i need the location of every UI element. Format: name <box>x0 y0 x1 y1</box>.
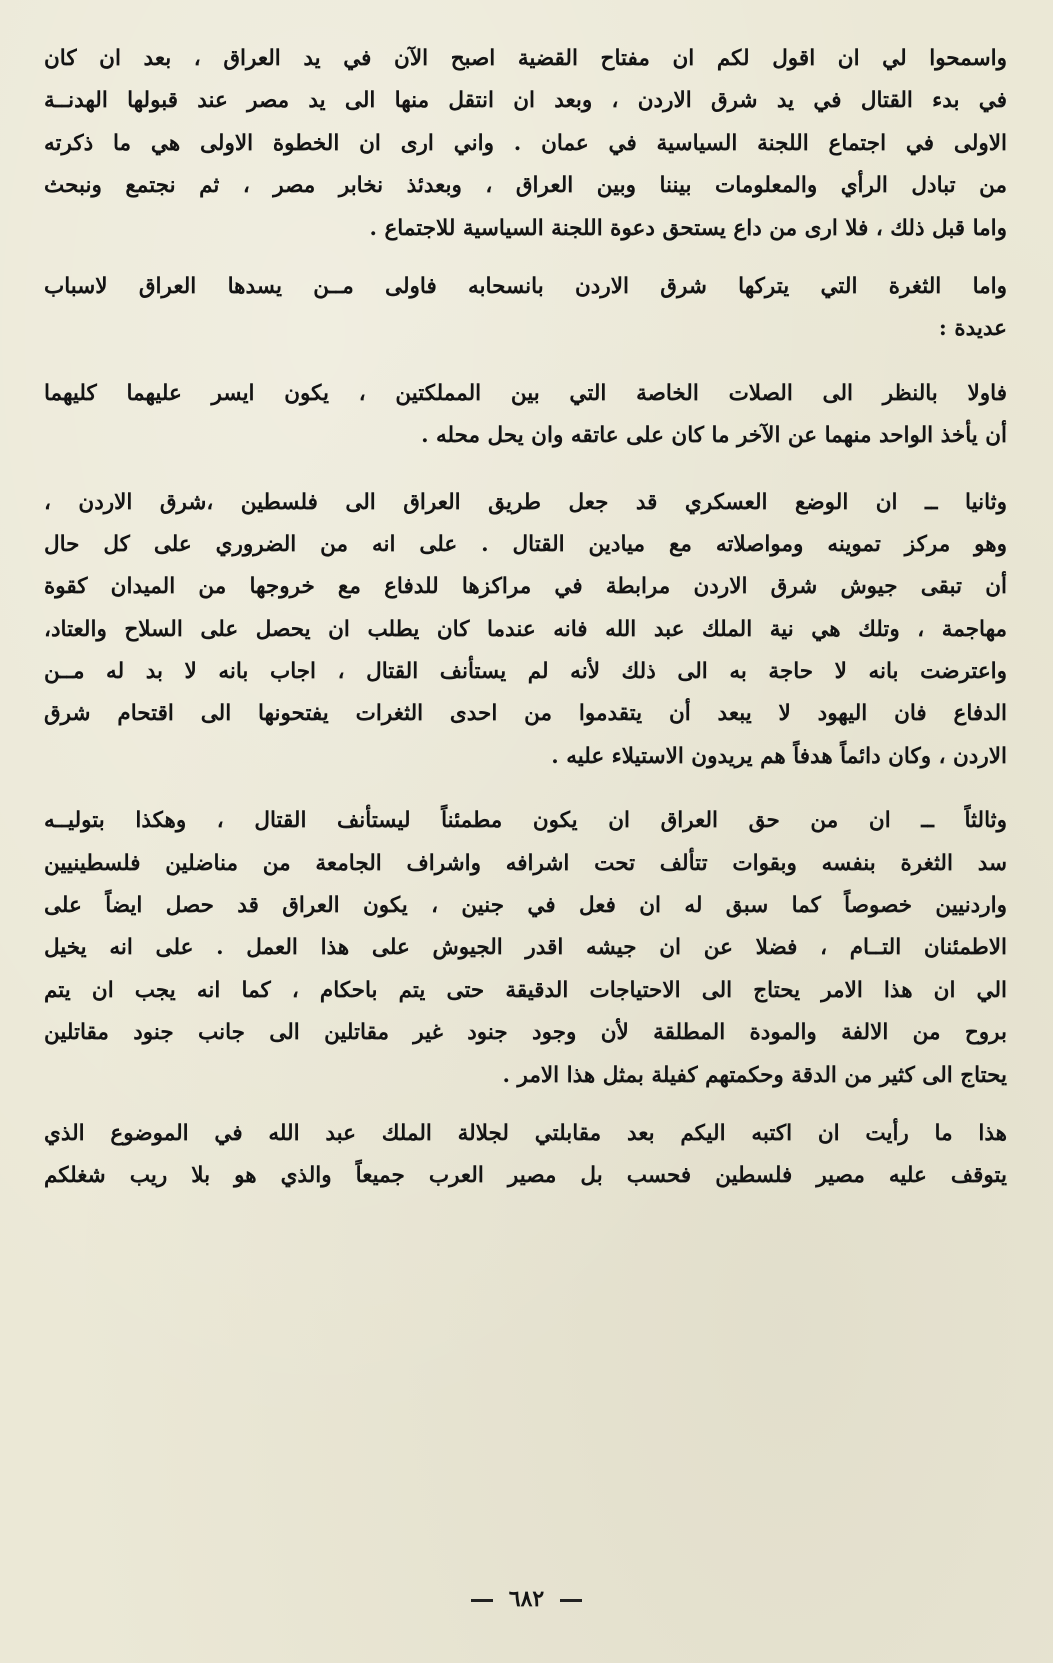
text-line: الاردن ، وكان دائماً هدفاً هم يريدون الاستيلاء عليه . <box>551 743 1007 769</box>
paragraph-key-of-the-issue <box>44 38 1007 250</box>
text-line: سد الثغرة بنفسه وبقوات تتألف تحت اشرافه واشراف الجامعة من مناضلين فلسطينيين <box>44 850 1007 876</box>
text-line: واسمحوا لي ان اقول لكم ان مفتاح القضية اصبح الآن في يد العراق ، بعد ان كان <box>44 46 1007 71</box>
text-line: مهاجمة ، وتلك هي نية الملك عبد الله فانه عندما كان يطلب ان يحصل على السلاح والعتاد، <box>44 616 1007 642</box>
text-line: واما الثغرة التي يتركها شرق الاردن بانسحابه فاولى مــن يسدها العراق لاسباب <box>44 273 1007 299</box>
page-number-value: ٦٨٢ <box>508 1586 545 1612</box>
text-line: يتوقف عليه مصير فلسطين فحسب بل مصير العرب جميعاً والذي هو بلا ريب شغلكم <box>44 1163 1007 1189</box>
text-line: وثانيا ــ ان الوضع العسكري قد جعل طريق العراق الى فلسطين ،شرق الاردن ، <box>44 489 1007 515</box>
text-line: وثالثاً ــ ان من حق العراق ان يكون مطمئناً ليستأنف القتال ، وهكذا بتوليــه <box>44 808 1007 834</box>
text-line: الاولى في اجتماع اللجنة السياسية في عمان . واني ارى ان الخطوة الاولى هي ما ذكرته <box>44 130 1007 156</box>
paragraph-spacer <box>44 458 1007 482</box>
paragraph-spacer <box>44 1097 1007 1113</box>
paragraph-the-gap <box>44 266 1007 351</box>
paragraph-spacer <box>44 778 1007 800</box>
paragraph-first-reason <box>44 373 1007 458</box>
body-text <box>44 38 1007 1198</box>
text-line: وهو مركز تموينه ومواصلاته مع ميادين القتال . على انه من الضروري على كل حال <box>44 531 1007 557</box>
text-line: هذا ما رأيت ان اكتبه اليكم بعد مقابلتي لجلالة الملك عبد الله في الموضوع الذي <box>44 1120 1007 1146</box>
text-line: عديدة : <box>938 316 1007 342</box>
text-line: واما قبل ذلك ، فلا ارى من داع يستحق دعوة اللجنة السياسية للاجتماع . <box>369 215 1007 241</box>
paragraph-third-reason <box>44 800 1007 1097</box>
text-line: الدفاع فان اليهود لا يبعد أن يتقدموا من احدى الثغرات يفتحونها الى اقتحام شرق <box>44 701 1007 727</box>
dash-right <box>471 1599 493 1602</box>
paragraph-second-reason <box>44 482 1007 779</box>
text-line: أن تبقى جيوش شرق الاردن مرابطة في مراكزها للدفاع مع خروجها من الميدان كقوة <box>44 574 1007 600</box>
text-line: في بدء القتال في يد شرق الاردن ، وبعد ان انتقل منها الى يد مصر عند قبولها الهدنــة <box>44 88 1007 114</box>
text-line: من تبادل الرأي والمعلومات بيننا وبين العراق ، وبعدئذ نخابر مصر ، ثم نجتمع ونبحث <box>44 173 1007 199</box>
text-line: الاطمئنان التــام ، فضلا عن ان جيشه اقدر الجيوش على هذا العمل . على انه يخيل <box>44 935 1007 961</box>
paragraph-spacer <box>44 250 1007 266</box>
text-line: واردنيين خصوصاً كما سبق له ان فعل في جنين ، يكون العراق قد حصل ايضاً على <box>44 893 1007 919</box>
text-line: بروح من الالفة والمودة المطلقة لأن وجود جنود غير مقاتلين الى جانب جنود مقاتلين <box>44 1020 1007 1046</box>
paragraph-spacer <box>44 351 1007 373</box>
page-number <box>0 1586 1053 1612</box>
paragraph-closing <box>44 1113 1007 1198</box>
text-line: فاولا بالنظر الى الصلات الخاصة التي بين المملكتين ، يكون ايسر عليهما كليهما <box>44 380 1007 406</box>
text-line: أن يأخذ الواحد منهما عن الآخر ما كان على عاتقه وان يحل محله . <box>421 423 1007 449</box>
text-line: الي ان هذا الامر يحتاج الى الاحتياجات الدقيقة حتى يتم باحكام ، كما انه يجب ان يتم <box>44 977 1007 1003</box>
text-line: واعترضت بانه لا حاجة به الى ذلك لأنه لم يستأنف القتال ، اجاب بانه لا بد له مــن <box>44 659 1007 685</box>
dash-left <box>560 1599 582 1602</box>
text-line: يحتاج الى كثير من الدقة وحكمتهم كفيلة بمثل هذا الامر . <box>502 1062 1007 1088</box>
